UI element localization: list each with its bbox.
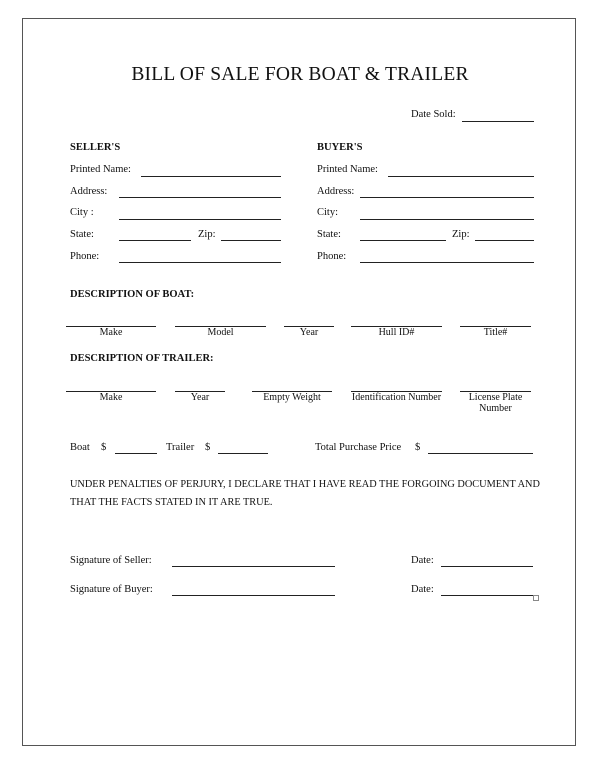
seller-city-label: City : [70, 207, 94, 218]
seller-phone-field[interactable] [119, 262, 281, 263]
buyer-city-field[interactable] [360, 219, 534, 220]
seller-zip-field[interactable] [221, 240, 281, 241]
seller-city-field[interactable] [119, 219, 281, 220]
date-sold-field[interactable] [462, 121, 534, 122]
trailer-price-currency: $ [205, 442, 211, 453]
buyer-date-field[interactable] [441, 595, 533, 596]
buyer-state-field[interactable] [360, 240, 446, 241]
buyer-printed-name-field[interactable] [388, 176, 534, 177]
boat-price-currency: $ [101, 442, 107, 453]
buyer-signature-field[interactable] [172, 595, 335, 596]
trailer-license-plate-caption: License Plate Number [468, 392, 523, 414]
buyer-state-label: State: [317, 229, 341, 240]
buyer-address-label: Address: [317, 186, 355, 197]
trailer-identification-number-caption: Identification Number [351, 392, 442, 403]
perjury-declaration: UNDER PENALTIES OF PERJURY, I DECLARE THAT I HAVE READ THE FORGOING DOCUMENT AND THAT THE FACTS STATED IN IT ARE TRUE. [70, 479, 540, 508]
document-title: BILL OF SALE FOR BOAT & TRAILER [131, 64, 469, 85]
buyer-zip-label: Zip: [452, 229, 470, 240]
trailer-year-caption: Year [190, 392, 210, 403]
buyer-phone-label: Phone: [317, 251, 347, 262]
document-page [22, 18, 576, 746]
date-sold-label: Date Sold: [411, 109, 456, 120]
boat-description-heading: DESCRIPTION OF BOAT: [70, 289, 195, 300]
boat-make-caption: Make [99, 327, 123, 338]
trailer-empty-weight-caption: Empty Weight [263, 392, 321, 403]
seller-zip-label: Zip: [198, 229, 216, 240]
buyer-signature-label: Signature of Buyer: [70, 584, 153, 595]
seller-address-label: Address: [70, 186, 108, 197]
buyer-address-field[interactable] [360, 197, 534, 198]
buyer-city-label: City: [317, 207, 339, 218]
buyer-date-label: Date: [411, 584, 434, 595]
seller-state-field[interactable] [119, 240, 191, 241]
trailer-price-label: Trailer [166, 442, 195, 453]
boat-price-label: Boat [70, 442, 90, 453]
seller-signature-field[interactable] [172, 566, 335, 567]
seller-phone-label: Phone: [70, 251, 100, 262]
buyer-heading: BUYER'S [317, 142, 363, 153]
trailer-description-heading: DESCRIPTION OF TRAILER: [70, 353, 214, 364]
boat-year-caption: Year [299, 327, 319, 338]
buyer-printed-name-label: Printed Name: [317, 164, 378, 175]
boat-price-field[interactable] [115, 453, 157, 454]
total-price-field[interactable] [428, 453, 533, 454]
seller-printed-name-label: Printed Name: [70, 164, 131, 175]
boat-model-caption: Model [207, 327, 234, 338]
seller-printed-name-field[interactable] [141, 176, 281, 177]
boat-hull-id-caption: Hull ID# [378, 327, 415, 338]
buyer-zip-field[interactable] [475, 240, 534, 241]
total-price-currency: $ [415, 442, 421, 453]
seller-state-label: State: [70, 229, 94, 240]
seller-heading: SELLER'S [70, 142, 121, 153]
total-price-label: Total Purchase Price [315, 442, 402, 453]
boat-title-caption: Title# [483, 327, 508, 338]
trailer-make-caption: Make [99, 392, 123, 403]
buyer-phone-field[interactable] [360, 262, 534, 263]
trailer-price-field[interactable] [218, 453, 268, 454]
seller-date-label: Date: [411, 555, 434, 566]
seller-date-field[interactable] [441, 566, 533, 567]
seller-address-field[interactable] [119, 197, 281, 198]
seller-signature-label: Signature of Seller: [70, 555, 152, 566]
resize-handle-icon[interactable] [533, 595, 539, 601]
